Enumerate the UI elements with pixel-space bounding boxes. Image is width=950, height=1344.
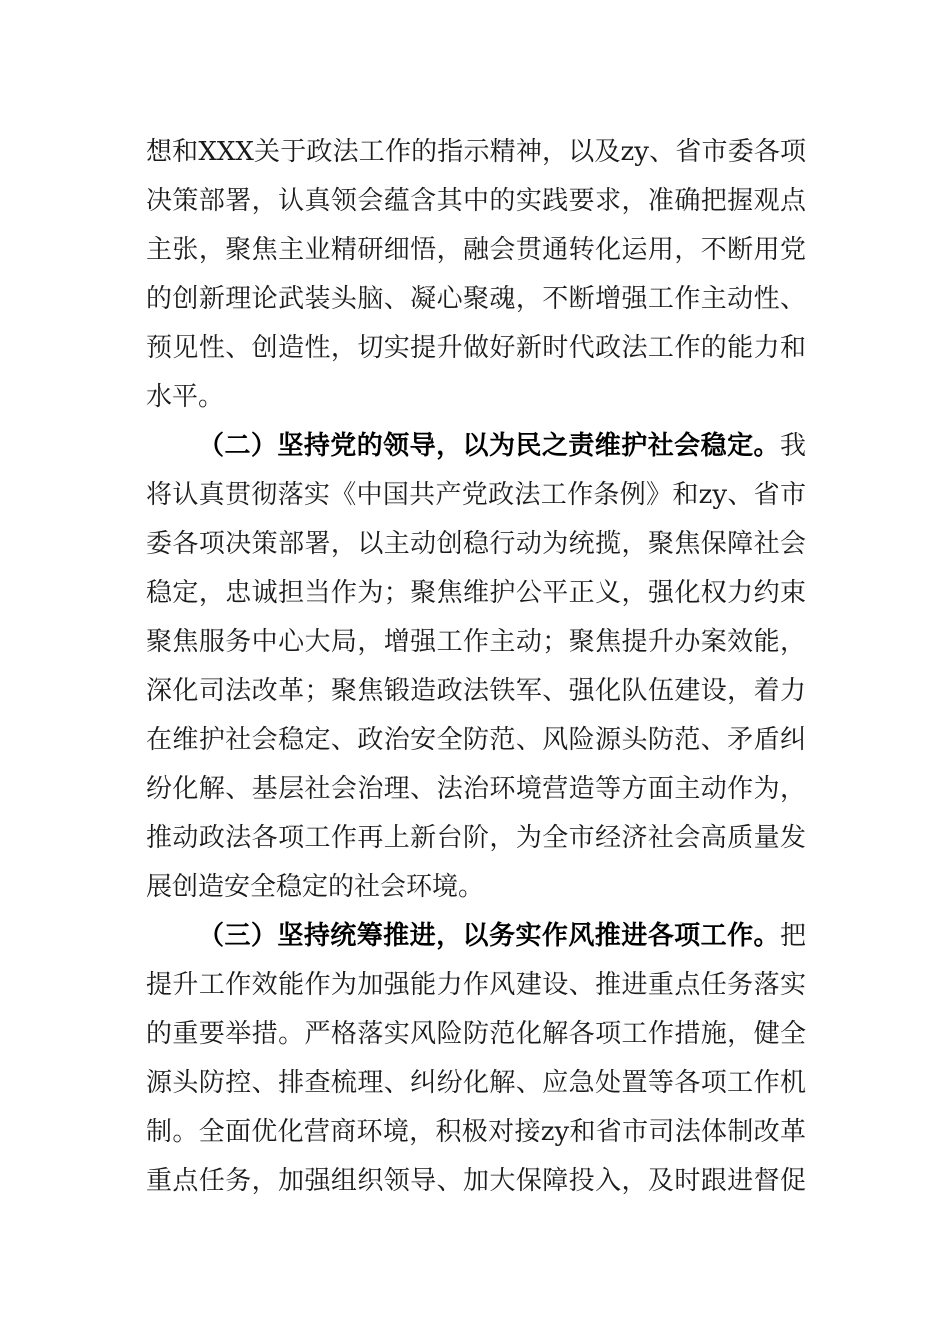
- text-line: 提升工作效能作为加强能力作风建设、推进重点任务落实: [146, 970, 806, 1000]
- text-line: 将认真贯彻落实《中国共产党政法工作条例》和zy、省市: [146, 480, 806, 510]
- text-line: 推动政法各项工作再上新台阶，为全市经济社会高质量发: [146, 823, 806, 853]
- text-line: 在维护社会稳定、政治安全防范、风险源头防范、矛盾纠: [146, 725, 806, 755]
- text-line: 委各项决策部署，以主动创稳行动为统揽，聚焦保障社会: [146, 529, 806, 559]
- section-heading: （三）坚持统筹推进，以务实作风推进各项工作。: [198, 921, 780, 951]
- text-line: 稳定，忠诚担当作为；聚焦维护公平正义，强化权力约束: [146, 578, 806, 608]
- text-line: 纷化解、基层社会治理、法治环境营造等方面主动作为，: [146, 774, 806, 804]
- text-line: 聚焦服务中心大局，增强工作主动；聚焦提升办案效能，: [146, 627, 806, 657]
- text-line: 水平。: [146, 382, 225, 412]
- paragraph-continuation: [146, 128, 806, 422]
- text-line: 决策部署，认真领会蕴含其中的实践要求，准确把握观点: [146, 186, 806, 216]
- text-line: 的创新理论武装头脑、凝心聚魂，不断增强工作主动性、: [146, 284, 806, 314]
- text-line: 预见性、创造性，切实提升做好新时代政法工作的能力和: [146, 333, 806, 363]
- text-run: 把: [779, 921, 806, 951]
- text-line: [146, 422, 806, 471]
- section-heading: （二）坚持党的领导，以为民之责维护社会稳定。: [198, 431, 780, 461]
- text-line: 主张，聚焦主业精研细悟，融会贯通转化运用，不断用党: [146, 235, 806, 265]
- document-body: [146, 128, 806, 1206]
- text-line: 制。全面优化营商环境，积极对接zy和省市司法体制改革: [146, 1117, 806, 1147]
- text-run: 我: [779, 431, 806, 461]
- text-line: [146, 912, 806, 961]
- text-line: 源头防控、排查梳理、纠纷化解、应急处置等各项工作机: [146, 1068, 806, 1098]
- paragraph-section-three: [146, 912, 806, 1206]
- text-line: 重点任务，加强组织领导、加大保障投入，及时跟进督促: [146, 1166, 806, 1196]
- text-line: 的重要举措。严格落实风险防范化解各项工作措施，健全: [146, 1019, 806, 1049]
- text-line: 展创造安全稳定的社会环境。: [146, 872, 485, 902]
- text-line: 深化司法改革；聚焦锻造政法铁军、强化队伍建设，着力: [146, 676, 806, 706]
- paragraph-section-two: [146, 422, 806, 912]
- text-line: 想和XXX关于政法工作的指示精神，以及zy、省市委各项: [146, 137, 806, 167]
